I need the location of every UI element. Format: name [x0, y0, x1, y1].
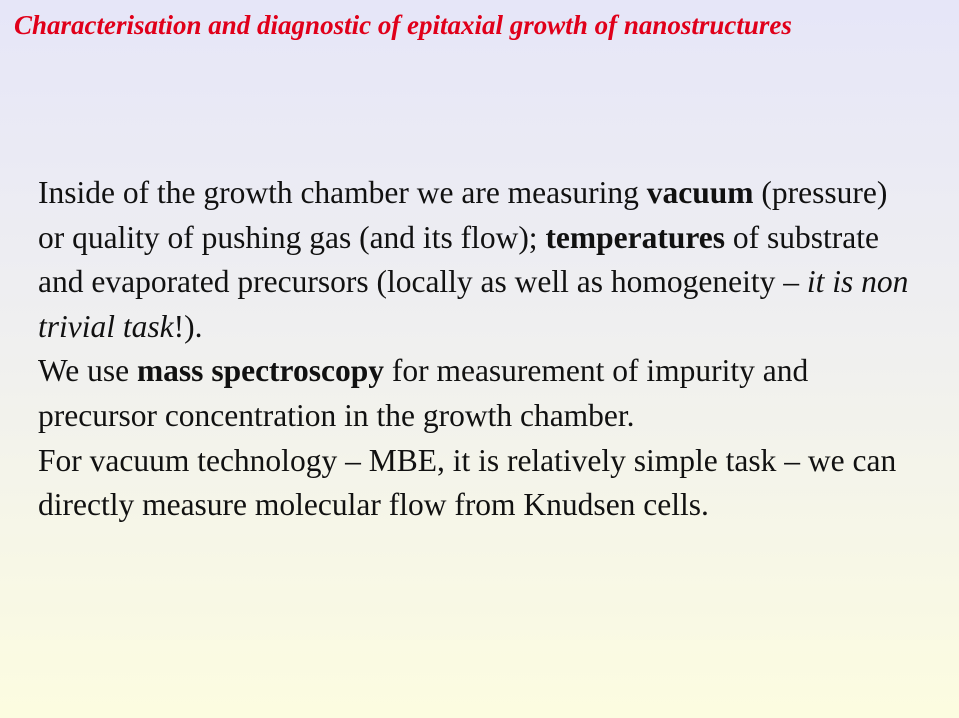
- text-run: !).: [173, 308, 203, 344]
- bold-vacuum: vacuum: [646, 175, 754, 210]
- slide-body: [38, 171, 918, 528]
- paragraph-3: [38, 443, 896, 523]
- text-run: (pressure) or quality of pushing gas (and its flow);: [38, 175, 888, 255]
- bold-temperatures: temperatures: [545, 219, 726, 255]
- text-run: of substrate and evaporated precursors (locally as well as homogeneity: [38, 219, 880, 300]
- text-run: For vacuum technology – MBE, it is relatively simple task – we can directly measure molecular flow from Knudsen cells.: [38, 442, 897, 523]
- italic-trivial-task: – it is non trivial task: [38, 264, 909, 344]
- text-run: for measurement of impurity and precursor concentration in the growth chamber.: [38, 353, 809, 433]
- slide-title: Characterisation and diagnostic of epitaxial growth of nanostructures: [14, 10, 792, 40]
- paragraph-2: [38, 353, 808, 433]
- text-run: Inside of the growth chamber we are measuring: [38, 175, 647, 210]
- bold-mass-spectroscopy: mass spectroscopy: [136, 353, 384, 389]
- paragraph-1: [38, 175, 908, 344]
- text-run: We use: [38, 353, 137, 389]
